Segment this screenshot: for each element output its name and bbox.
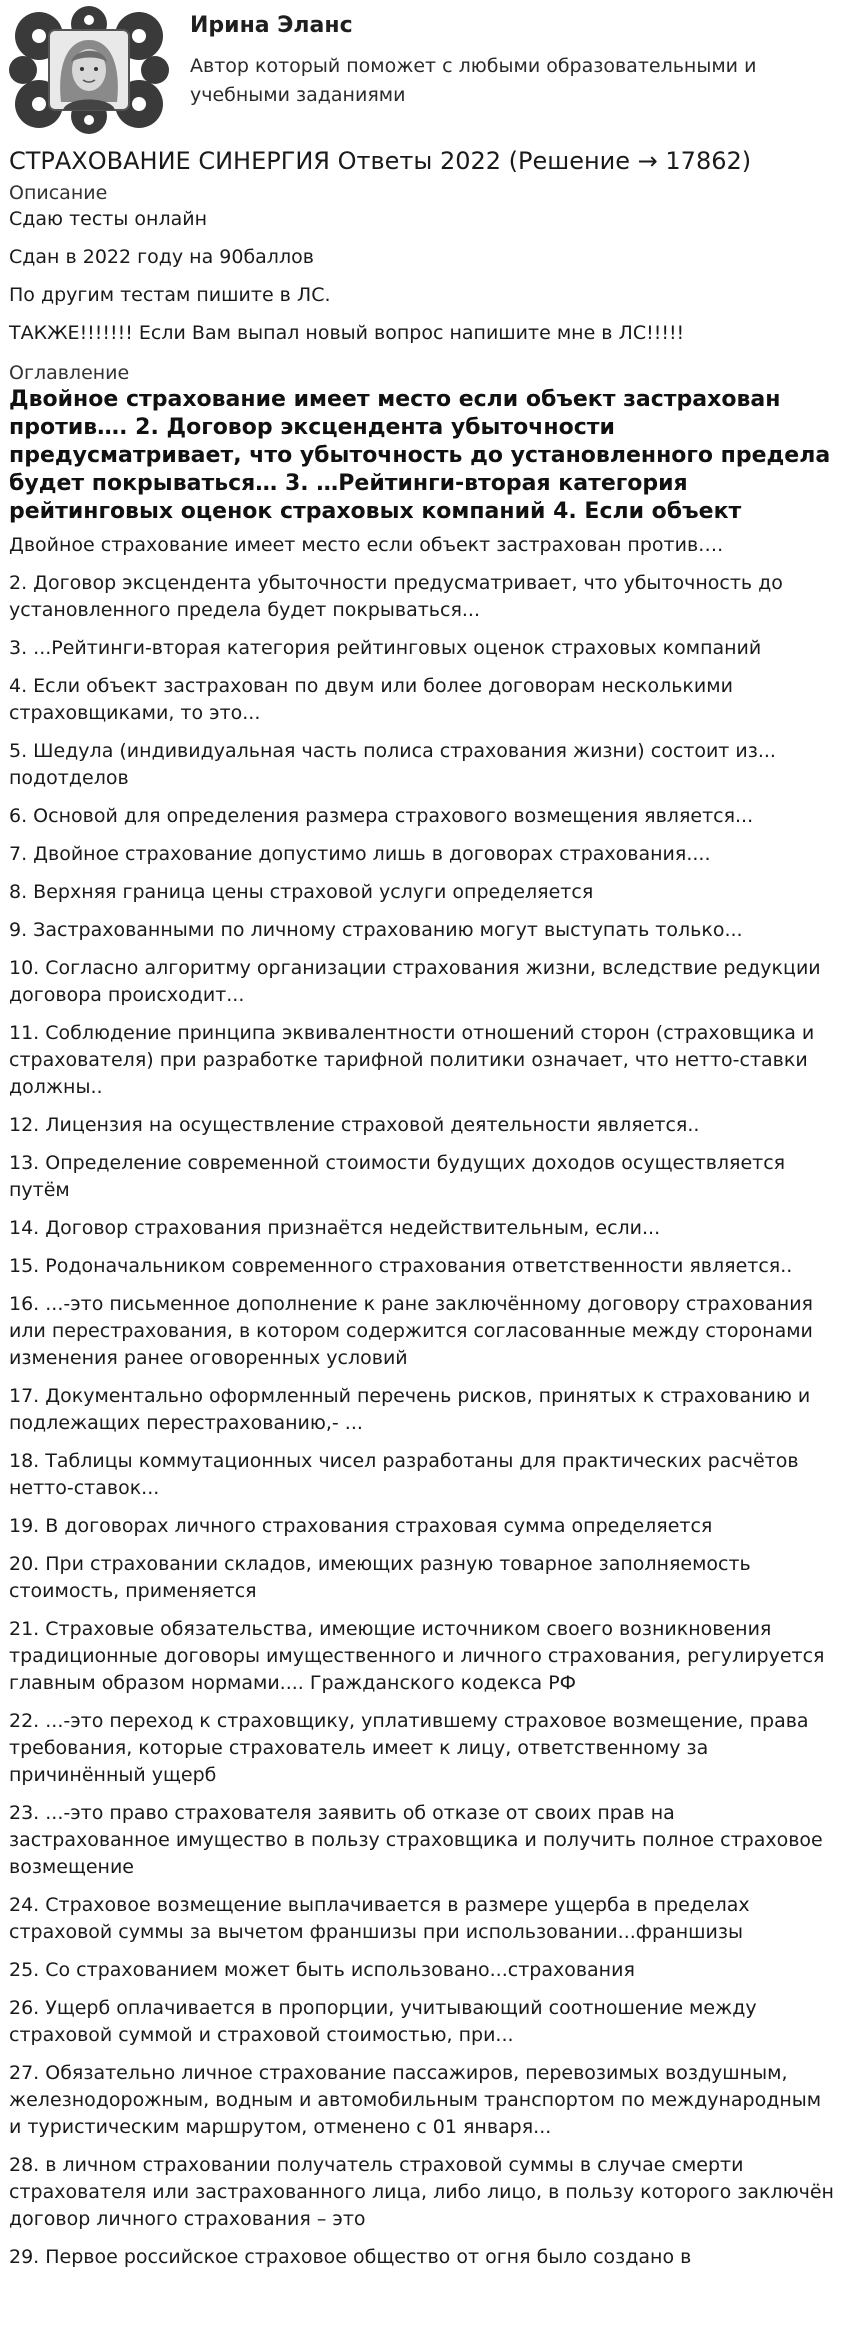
question-item: 27. Обязательно личное страхование пассажиров, перевозимых воздушным, железнодорожным, водным и автомобильным транспортом по международным и туристическим маршрутом, отменено с 01 января... xyxy=(9,2062,822,2138)
question-item: 5. Шедула (индивидуальная часть полиса страхования жизни) состоит из... подотделов xyxy=(9,740,776,789)
question-item: 29. Первое российское страховое общество от огня было создано в xyxy=(9,2246,692,2268)
document-title: СТРАХОВАНИЕ СИНЕРГИЯ Ответы 2022 (Решение → 17862) xyxy=(9,147,752,175)
question-item: 15. Родоначальником современного страхования ответственности является.. xyxy=(9,1255,793,1277)
question-item: 12. Лицензия на осуществление страховой деятельности является.. xyxy=(9,1114,700,1136)
question-item: 4. Если объект застрахован по двум или более договорам несколькими страховщиками, то это... xyxy=(9,675,733,724)
author-name[interactable]: Ирина Эланс xyxy=(190,13,353,38)
question-item: 18. Таблицы коммутационных чисел разработаны для практических расчётов нетто-ставок... xyxy=(9,1450,799,1499)
author-info xyxy=(190,6,790,110)
description-line: По другим тестам пишите в ЛС. xyxy=(9,284,331,306)
question-item: 9. Застрахованными по личному страхованию могут выступать только... xyxy=(9,919,743,941)
question-item: 28. в личном страховании получатель страховой суммы в случае смерти страхователя или застрахованного лица, либо лицо, в пользу которого заключён договор личного страхования – это xyxy=(9,2154,834,2230)
question-item: 6. Основой для определения размера страхового возмещения является... xyxy=(9,805,754,827)
author-avatar[interactable] xyxy=(9,6,169,134)
question-item: 8. Верхняя граница цены страховой услуги определяется xyxy=(9,881,594,903)
question-item: 23. ...-это право страхователя заявить об отказе от своих прав на застрахованное имущество в пользу страховщика и получить полное страховое возмещение xyxy=(9,1802,823,1878)
question-item: 11. Соблюдение принципа эквивалентности отношений сторон (страховщика и страхователя) при разработке тарифной политики означает, что нетто-ставки должны.. xyxy=(9,1022,815,1098)
question-item: 10. Согласно алгоритму организации страхования жизни, вследствие редукции договора происходит... xyxy=(9,957,821,1006)
question-item: 3. ...Рейтинги-вторая категория рейтинговых оценок страховых компаний xyxy=(9,637,762,659)
description-label: Описание xyxy=(9,182,108,204)
question-item: 22. ...-это переход к страховщику, уплатившему страховое возмещение, права требования, которые страхователь имеет к лицу, ответственному за причинённый ущерб xyxy=(9,1710,809,1786)
description-line: Сдан в 2022 году на 90баллов xyxy=(9,246,314,268)
question-item: 7. Двойное страхование допустимо лишь в договорах страхования.... xyxy=(9,843,711,865)
question-item: 17. Документально оформленный перечень рисков, принятых к страхованию и подлежащих перестрахованию,- ... xyxy=(9,1385,811,1434)
toc-label: Оглавление xyxy=(9,362,130,384)
toc-heading: Двойное страхование имеет место если объект застрахован против…. 2. Договор эксцендента убыточности предусматривает, что убыточность до установленного предела будет покрываться… 3. …Рейтинги-вторая категория рейтинговых оценок страховых компаний 4. Если объект xyxy=(9,387,831,524)
question-item: 21. Страховые обязательства, имеющие источником своего возникновения традиционные договоры имущественного и личного страхования, регулируется главным образом нормами.... Гражданского кодекса РФ xyxy=(9,1618,825,1694)
question-item: 24. Страховое возмещение выплачивается в размере ущерба в пределах страховой суммы за вычетом франшизы при использовании...франшизы xyxy=(9,1894,750,1943)
author-bio: Автор который поможет с любыми образовательными и учебными заданиями xyxy=(190,55,757,106)
question-item: 16. ...-это письменное дополнение к ране заключённому договору страхования или перестрахования, в котором содержится согласованные между сторонами изменения ранее оговоренных условий xyxy=(9,1293,813,1369)
question-item: 25. Со страхованием может быть использовано...страхования xyxy=(9,1959,635,1981)
question-item: 20. При страховании складов, имеющих разную товарное заполняемость стоимость, применяется xyxy=(9,1553,751,1602)
description-line: ТАКЖЕ!!!!!!! Если Вам выпал новый вопрос напишите мне в ЛС!!!!! xyxy=(9,322,685,344)
question-item: 19. В договорах личного страхования страховая сумма определяется xyxy=(9,1515,713,1537)
description-line: Сдаю тесты онлайн xyxy=(9,208,207,230)
question-item: 14. Договор страхования признаётся недействительным, если... xyxy=(9,1217,661,1239)
film-reel-frame-icon xyxy=(9,6,169,134)
question-list xyxy=(9,532,837,2271)
question-item: 2. Договор эксцендента убыточности предусматривает, что убыточность до установленного предела будет покрываться... xyxy=(9,572,783,621)
question-item: 26. Ущерб оплачивается в пропорции, учитывающий соотношение между страховой суммой и страховой стоимостью, при... xyxy=(9,1997,757,2046)
author-card xyxy=(9,0,837,140)
question-item: Двойное страхование имеет место если объект застрахован против…. xyxy=(9,534,724,556)
question-item: 13. Определение современной стоимости будущих доходов осуществляется путём xyxy=(9,1152,786,1201)
